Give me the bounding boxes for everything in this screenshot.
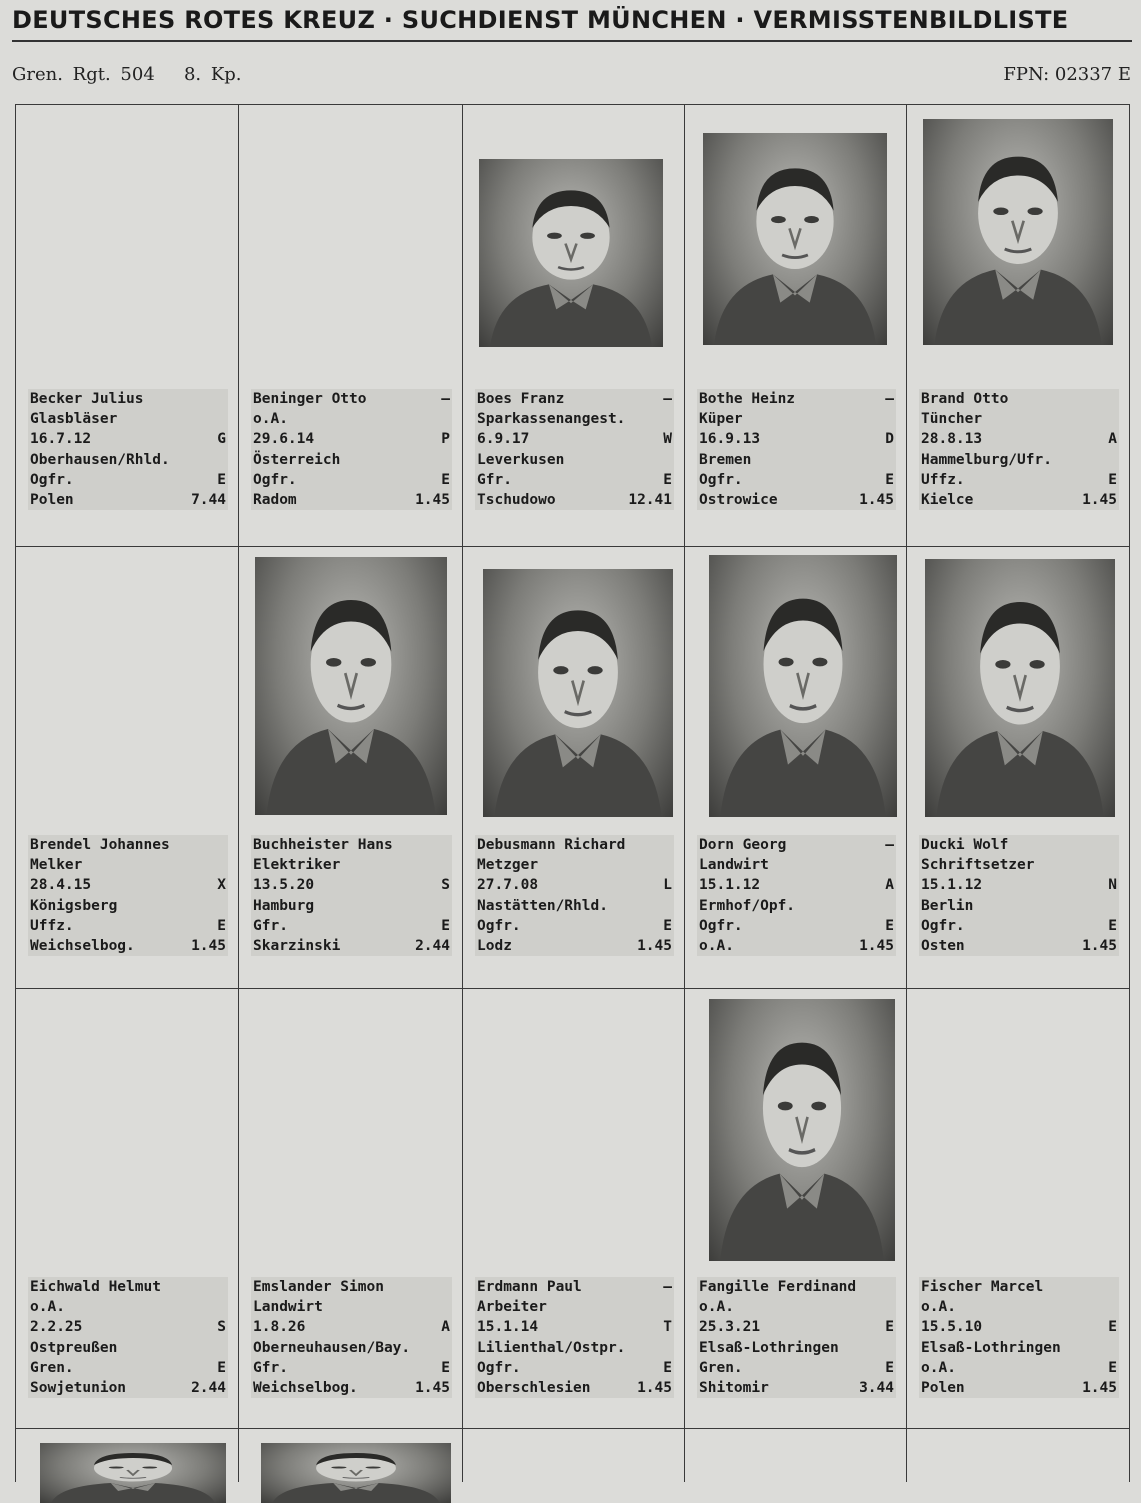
record-line (30, 855, 226, 875)
birth-code: E (885, 1319, 894, 1336)
occupation: Tüncher (921, 411, 983, 428)
record-line (699, 1378, 894, 1398)
record-line (253, 1277, 450, 1297)
record-line (921, 470, 1117, 490)
record-cell-cutoff (238, 1428, 462, 1482)
record-info (919, 389, 1119, 510)
birth-date: 29.6.14 (253, 431, 315, 448)
record-cell (15, 988, 238, 1432)
record-line (30, 409, 226, 429)
record-line (477, 1297, 672, 1317)
rank-code: E (217, 1359, 226, 1376)
record-line (699, 1297, 894, 1317)
rank: Uffz. (921, 471, 965, 488)
record-line (477, 470, 672, 490)
record-line (30, 450, 226, 470)
record-cell-cutoff (906, 1428, 1130, 1482)
record-line (477, 835, 672, 855)
occupation: Sparkassenangest. (477, 411, 626, 428)
missing-mark: – (441, 391, 450, 407)
rank: Gfr. (253, 1359, 288, 1376)
record-line (253, 429, 450, 449)
record-line (253, 490, 450, 510)
page-title: DEUTSCHES ROTES KREUZ · SUCHDIENST MÜNCHEN · VERMISSTENBILDLISTE (12, 6, 1069, 34)
record-line (477, 916, 672, 936)
person-name: Boes Franz (477, 391, 565, 407)
occupation: Schriftsetzer (921, 857, 1035, 874)
record-line (699, 429, 894, 449)
rank: Ogfr. (30, 471, 74, 488)
birth-code: T (663, 1319, 672, 1336)
last-seen-date: 7.44 (191, 492, 226, 509)
record-line (921, 835, 1117, 855)
person-name: Fangille Ferdinand (699, 1279, 857, 1295)
last-seen-place: Kielce (921, 492, 974, 509)
record-line (30, 1338, 226, 1358)
record-line (477, 855, 672, 875)
record-line (699, 916, 894, 936)
record-line (253, 470, 450, 490)
portrait-photo (479, 159, 663, 347)
person-name: Bothe Heinz (699, 391, 796, 407)
origin: Bremen (699, 451, 752, 468)
record-info (251, 835, 452, 956)
record-cell-cutoff (462, 1428, 684, 1482)
origin: Elsaß-Lothringen (921, 1339, 1061, 1356)
rank: Gren. (699, 1359, 743, 1376)
occupation: Arbeiter (477, 1299, 547, 1316)
record-line (30, 1277, 226, 1297)
portrait-photo (709, 555, 897, 817)
last-seen-place: Polen (30, 492, 74, 509)
last-seen-date: 2.44 (415, 938, 450, 955)
birth-date: 6.9.17 (477, 431, 530, 448)
rank-code: E (1108, 917, 1117, 934)
record-line (477, 1378, 672, 1398)
rank-code: E (217, 471, 226, 488)
rank-code: E (1108, 1359, 1117, 1376)
record-line (30, 490, 226, 510)
last-seen-date: 1.45 (1082, 938, 1117, 955)
birth-date: 15.5.10 (921, 1319, 983, 1336)
birth-date: 13.5.20 (253, 877, 315, 894)
record-line (253, 855, 450, 875)
occupation: Landwirt (253, 1299, 323, 1316)
birth-date: 16.7.12 (30, 431, 92, 448)
record-info (251, 1277, 452, 1398)
record-info (697, 389, 896, 510)
record-line (253, 875, 450, 895)
origin: Leverkusen (477, 451, 565, 468)
record-info (697, 835, 896, 956)
portrait-photo (703, 133, 887, 345)
person-name: Brand Otto (921, 391, 1009, 407)
last-seen-date: 1.45 (191, 938, 226, 955)
origin: Oberneuhausen/Bay. (253, 1339, 411, 1356)
record-line (477, 429, 672, 449)
record-line (921, 1358, 1117, 1378)
record-line (921, 389, 1117, 409)
person-name: Debusmann Richard (477, 837, 626, 853)
record-line (477, 389, 672, 409)
record-line (253, 936, 450, 956)
record-info (475, 1277, 674, 1398)
occupation: o.A. (921, 1299, 956, 1316)
record-cell (906, 988, 1130, 1432)
record-line (30, 1297, 226, 1317)
origin: Österreich (253, 451, 341, 468)
rank-code: E (885, 471, 894, 488)
origin: Hammelburg/Ufr. (921, 451, 1052, 468)
record-info (475, 835, 674, 956)
rank-code: E (441, 917, 450, 934)
last-seen-place: Ostrowice (699, 492, 778, 509)
origin: Nastätten/Rhld. (477, 897, 608, 914)
birth-code: S (441, 877, 450, 894)
record-line (699, 1317, 894, 1337)
record-info (919, 835, 1119, 956)
person-name: Erdmann Paul (477, 1279, 582, 1295)
rank: Uffz. (30, 917, 74, 934)
birth-code: X (217, 877, 226, 894)
record-line (477, 936, 672, 956)
occupation: Elektriker (253, 857, 341, 874)
record-cell (462, 546, 684, 992)
record-line (253, 409, 450, 429)
birth-code: W (663, 431, 672, 448)
record-line (477, 1317, 672, 1337)
record-cell (906, 104, 1130, 550)
origin: Hamburg (253, 897, 315, 914)
fpn-label: FPN: 02337 E (1003, 64, 1131, 85)
rank: Gfr. (253, 917, 288, 934)
birth-date: 25.3.21 (699, 1319, 761, 1336)
record-line (30, 429, 226, 449)
last-seen-place: Lodz (477, 938, 512, 955)
birth-date: 15.1.12 (699, 877, 761, 894)
record-cell (238, 104, 462, 550)
record-line (477, 490, 672, 510)
birth-date: 2.2.25 (30, 1319, 83, 1336)
last-seen-place: Radom (253, 492, 297, 509)
last-seen-date: 2.44 (191, 1380, 226, 1397)
rank: Ogfr. (699, 917, 743, 934)
record-line (253, 389, 450, 409)
birth-code: S (217, 1319, 226, 1336)
record-line (921, 855, 1117, 875)
record-line (30, 1378, 226, 1398)
person-name: Fischer Marcel (921, 1279, 1044, 1295)
birth-date: 28.4.15 (30, 877, 92, 894)
birth-date: 1.8.26 (253, 1319, 306, 1336)
unit-label: Gren. Rgt. 504 8. Kp. (12, 64, 242, 85)
record-line (699, 936, 894, 956)
origin: Ermhof/Opf. (699, 897, 796, 914)
occupation: o.A. (30, 1299, 65, 1316)
last-seen-date: 1.45 (1082, 1380, 1117, 1397)
record-line (699, 855, 894, 875)
record-line (30, 835, 226, 855)
rank-code: E (885, 917, 894, 934)
record-line (477, 450, 672, 470)
rank-code: E (441, 471, 450, 488)
rank: o.A. (921, 1359, 956, 1376)
record-line (30, 936, 226, 956)
rank-code: E (885, 1359, 894, 1376)
record-line (30, 389, 226, 409)
rank: Ogfr. (921, 917, 965, 934)
record-cell-cutoff (15, 1428, 238, 1482)
last-seen-date: 1.45 (415, 1380, 450, 1397)
birth-date: 28.8.13 (921, 431, 983, 448)
person-name: Brendel Johannes (30, 837, 170, 853)
birth-date: 16.9.13 (699, 431, 761, 448)
last-seen-place: Tschudowo (477, 492, 556, 509)
record-line (477, 875, 672, 895)
rank-code: E (441, 1359, 450, 1376)
rank-code: E (663, 1359, 672, 1376)
portrait-photo (40, 1443, 226, 1503)
record-line (699, 409, 894, 429)
last-seen-place: Shitomir (699, 1380, 769, 1397)
record-line (253, 1317, 450, 1337)
record-line (253, 835, 450, 855)
record-cell (15, 546, 238, 992)
rank: Ogfr. (477, 1359, 521, 1376)
record-cell (462, 104, 684, 550)
record-line (921, 429, 1117, 449)
last-seen-date: 1.45 (1082, 492, 1117, 509)
occupation: Küper (699, 411, 743, 428)
record-line (699, 896, 894, 916)
record-line (253, 1378, 450, 1398)
record-line (699, 1338, 894, 1358)
occupation: o.A. (253, 411, 288, 428)
missing-mark: – (885, 837, 894, 853)
rank: Ogfr. (699, 471, 743, 488)
birth-code: L (663, 877, 672, 894)
rank: Ogfr. (477, 917, 521, 934)
birth-code: G (217, 431, 226, 448)
record-line (699, 450, 894, 470)
occupation: Melker (30, 857, 83, 874)
birth-code: A (441, 1319, 450, 1336)
origin: Ostpreußen (30, 1339, 118, 1356)
record-cell (684, 988, 906, 1432)
person-name: Becker Julius (30, 391, 144, 407)
origin: Elsaß-Lothringen (699, 1339, 839, 1356)
rank: Ogfr. (253, 471, 297, 488)
record-line (477, 1358, 672, 1378)
last-seen-date: 3.44 (859, 1380, 894, 1397)
record-cell (906, 546, 1130, 992)
occupation: Glasbläser (30, 411, 118, 428)
record-line (253, 916, 450, 936)
record-cell-cutoff (684, 1428, 906, 1482)
birth-code: E (1108, 1319, 1117, 1336)
person-name: Ducki Wolf (921, 837, 1009, 853)
person-name: Beninger Otto (253, 391, 367, 407)
record-line (30, 1358, 226, 1378)
origin: Berlin (921, 897, 974, 914)
record-cell (238, 988, 462, 1432)
missing-mark: – (663, 1279, 672, 1295)
birth-date: 15.1.14 (477, 1319, 539, 1336)
record-line (253, 896, 450, 916)
last-seen-place: Weichselbog. (253, 1380, 358, 1397)
record-line (30, 1317, 226, 1337)
record-line (30, 470, 226, 490)
record-line (921, 1277, 1117, 1297)
last-seen-place: Skarzinski (253, 938, 341, 955)
portrait-photo (261, 1443, 451, 1503)
birth-date: 15.1.12 (921, 877, 983, 894)
birth-code: D (885, 431, 894, 448)
last-seen-date: 1.45 (415, 492, 450, 509)
portrait-photo (709, 999, 895, 1261)
last-seen-date: 1.45 (859, 492, 894, 509)
record-line (699, 470, 894, 490)
record-line (253, 1358, 450, 1378)
rank: Gren. (30, 1359, 74, 1376)
last-seen-date: 1.45 (637, 1380, 672, 1397)
origin: Lilienthal/Ostpr. (477, 1339, 626, 1356)
portrait-photo (255, 557, 447, 815)
record-line (921, 896, 1117, 916)
person-name: Eichwald Helmut (30, 1279, 161, 1295)
last-seen-date: 1.45 (859, 938, 894, 955)
rank: Gfr. (477, 471, 512, 488)
record-line (921, 1378, 1117, 1398)
record-line (699, 389, 894, 409)
record-info (475, 389, 674, 510)
record-info (251, 389, 452, 510)
person-name: Buchheister Hans (253, 837, 393, 853)
record-line (921, 1338, 1117, 1358)
record-line (699, 1277, 894, 1297)
birth-code: P (441, 431, 450, 448)
origin: Königsberg (30, 897, 118, 914)
record-cell (462, 988, 684, 1432)
record-line (921, 1297, 1117, 1317)
record-line (699, 835, 894, 855)
last-seen-place: o.A. (699, 938, 734, 955)
record-line (699, 875, 894, 895)
record-line (253, 1338, 450, 1358)
portrait-photo (925, 559, 1115, 817)
record-cell (15, 104, 238, 550)
record-line (921, 450, 1117, 470)
record-line (921, 1317, 1117, 1337)
record-info (28, 389, 228, 510)
record-cell (684, 104, 906, 550)
last-seen-place: Polen (921, 1380, 965, 1397)
last-seen-place: Weichselbog. (30, 938, 135, 955)
record-line (253, 1297, 450, 1317)
record-line (699, 490, 894, 510)
record-info (28, 1277, 228, 1398)
missing-mark: – (885, 391, 894, 407)
last-seen-place: Oberschlesien (477, 1380, 591, 1397)
record-line (921, 916, 1117, 936)
person-name: Emslander Simon (253, 1279, 384, 1295)
last-seen-place: Sowjetunion (30, 1380, 127, 1397)
origin: Oberhausen/Rhld. (30, 451, 170, 468)
missing-mark: – (663, 391, 672, 407)
person-name: Dorn Georg (699, 837, 787, 853)
record-line (477, 1277, 672, 1297)
occupation: o.A. (699, 1299, 734, 1316)
record-line (477, 896, 672, 916)
rank-code: E (663, 471, 672, 488)
record-info (28, 835, 228, 956)
record-cell (684, 546, 906, 992)
record-line (30, 875, 226, 895)
rank-code: E (663, 917, 672, 934)
rank-code: E (217, 917, 226, 934)
record-line (921, 409, 1117, 429)
record-line (921, 875, 1117, 895)
birth-code: A (885, 877, 894, 894)
record-line (30, 896, 226, 916)
occupation: Landwirt (699, 857, 769, 874)
record-line (921, 936, 1117, 956)
record-info (919, 1277, 1119, 1398)
record-line (477, 1338, 672, 1358)
portrait-photo (483, 569, 673, 817)
birth-code: A (1108, 431, 1117, 448)
record-line (30, 916, 226, 936)
last-seen-date: 1.45 (637, 938, 672, 955)
record-cell (238, 546, 462, 992)
record-line (699, 1358, 894, 1378)
birth-code: N (1108, 877, 1117, 894)
record-info (697, 1277, 896, 1398)
occupation: Metzger (477, 857, 539, 874)
last-seen-date: 12.41 (628, 492, 672, 509)
rank-code: E (1108, 471, 1117, 488)
record-line (253, 450, 450, 470)
portrait-photo (923, 119, 1113, 345)
record-line (477, 409, 672, 429)
record-line (921, 490, 1117, 510)
birth-date: 27.7.08 (477, 877, 539, 894)
last-seen-place: Osten (921, 938, 965, 955)
